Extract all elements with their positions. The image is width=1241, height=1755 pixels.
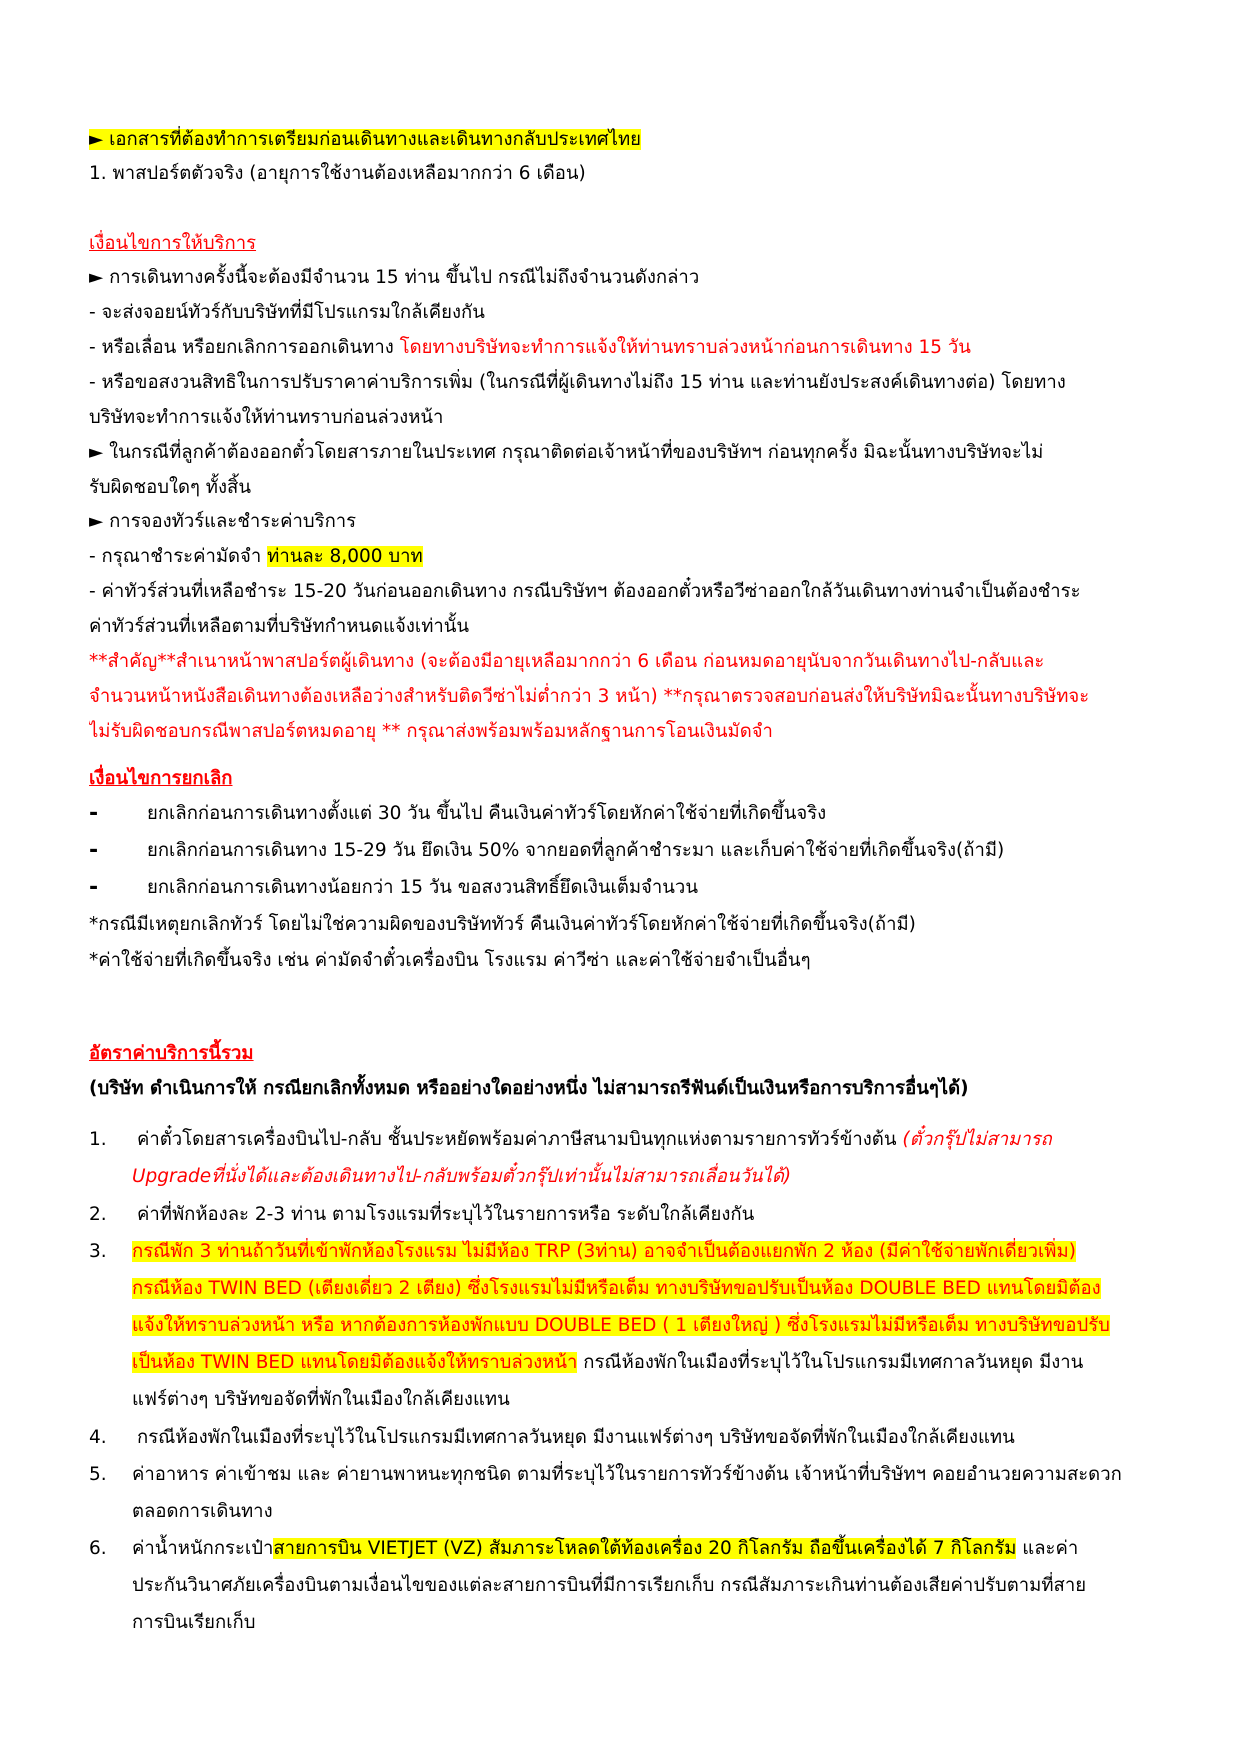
service-line-3-red: โดยทางบริษัทจะทำการแจ้งให้ท่านทราบล่วงหน้าก่อนการเดินทาง 15 วัน: [399, 337, 971, 358]
included-num-5: 5.: [89, 1464, 107, 1485]
included-item-3-l3: [132, 1307, 1174, 1344]
service-conditions-title-line: [89, 225, 1174, 262]
included-num-1: 1.: [89, 1129, 107, 1150]
deposit-text: - กรุณาชำระค่ามัดจำ: [89, 546, 268, 567]
service-line-10: - ค่าทัวร์ส่วนที่เหลือชำระ 15-20 วันก่อนออกเดินทาง กรณีบริษัทฯ ต้องออกตั๋วหรือวีซ่าออกใกล้วันเดินทางท่านจำเป็นต้องชำระ: [89, 581, 1081, 602]
docs-heading-line: [89, 121, 1174, 158]
included-item-3-l1: [132, 1233, 1174, 1270]
baggage-allowance: สายการบิน VIETJET (VZ) สัมภาระโหลดใต้ท้องเครื่อง 20 กิโลกรัม ถือขึ้นเครื่องได้ 7 กิโลกรัม: [273, 1538, 1017, 1559]
service-conditions-title: เงื่อนไขการให้บริการ: [89, 233, 257, 254]
included-item-6: [132, 1530, 1174, 1567]
included-item-1-cont: Upgradeที่นั่งได้และต้องเดินทางไป-กลับพร้อมตั๋วกรุ๊ปเท่านั้นไม่สามารถเลื่อนวันได้): [132, 1166, 792, 1187]
cancellation-title: เงื่อนไขการยกเลิก: [89, 768, 233, 789]
included-num-3: 3.: [89, 1241, 107, 1262]
service-line-3-text: - หรือเลื่อน หรือยกเลิกการออกเดินทาง: [89, 337, 400, 358]
included-num-4: 4.: [89, 1427, 107, 1448]
cancel-item-3: ยกเลิกก่อนการเดินทางน้อยกว่า 15 วัน ขอสงวนสิทธิ์ยึดเงินเต็มจำนวน: [147, 877, 698, 898]
included-item-3-l5: แฟร์ต่างๆ บริษัทขอจัดที่พักในเมืองใกล้เคียงแทน: [132, 1389, 510, 1410]
important-line-1: **สำคัญ**สำเนาหน้าพาสปอร์ตผู้เดินทาง (จะต้องมีอายุเหลือมากกว่า 6 เดือน ก่อนหมดอายุนับจากวันเดินทางไป-กลับและ: [89, 651, 1045, 672]
included-item-1-note: (ตั๋วกรุ๊ปไม่สามารถ: [902, 1129, 1052, 1150]
important-line-2: จำนวนหน้าหนังสือเดินทางต้องเหลือว่างสำหรับติดวีซ่าไม่ต่ำกว่า 3 หน้า) **กรุณาตรวจสอบก่อนส่งให้บริษัทมิฉะนั้นทางบริษัทจะ: [89, 686, 1090, 707]
included-num-2: 2.: [89, 1204, 107, 1225]
service-line-7: รับผิดชอบใดๆ ทั้งสิ้น: [89, 477, 251, 498]
important-line-3: ไม่รับผิดชอบกรณีพาสปอร์ตหมดอายุ ** กรุณาส่งพร้อมพร้อมหลักฐานการโอนเงินมัดจำ: [89, 721, 773, 742]
service-line-2: - จะส่งจอยน์ทัวร์กับบริษัทที่มีโปรแกรมใกล้เคียงกัน: [89, 302, 485, 323]
service-line-4: - หรือขอสงวนสิทธิในการปรับราคาค่าบริการเพิ่ม (ในกรณีที่ผู้เดินทางไม่ถึง 15 ท่าน และท่านยังประสงค์เดินทางต่อ) โดยทาง: [89, 372, 1066, 393]
included-item-6-cont-2: การบินเรียกเก็บ: [132, 1612, 256, 1633]
room-note-2: กรณีห้อง TWIN BED (เตียงเดี่ยว 2 เตียง) ซึ่งโรงแรมไม่มีหรือเต็ม ทางบริษัทขอปรับเป็นห้อง DOUBLE BED แทนโดยมิต้อง: [132, 1278, 1101, 1299]
room-note-3: แจ้งให้ทราบล่วงหน้า หรือ หากต้องการห้องพักแบบ DOUBLE BED ( 1 เตียงใหญ่ ) ซึ่งโรงแรมไม่มีหรือเต็ม ทางบริษัทขอปรับ: [132, 1315, 1110, 1336]
cancel-note-1: *กรณีมีเหตุยกเลิกทัวร์ โดยไม่ใช่ความผิดของบริษัททัวร์ คืนเงินค่าทัวร์โดยหักค่าใช้จ่ายที่เกิดขึ้นจริง(ถ้ามี): [89, 914, 916, 935]
room-note-4: เป็นห้อง TWIN BED แทนโดยมิต้องแจ้งให้ทราบล่วงหน้า: [132, 1352, 578, 1373]
included-item-5: ค่าอาหาร ค่าเข้าชม และ ค่ายานพาหนะทุกชนิด ตามที่ระบุไว้ในรายการทัวร์ข้างต้น เจ้าหน้าที่บริษัทฯ คอยอำนวยความสะดวก: [132, 1464, 1122, 1485]
included-subtitle: (บริษัท ดำเนินการให้ กรณียกเลิกทั้งหมด หรืออย่างใดอย่างหนึ่ง ไม่สามารถรีฟันด์เป็นเงินหรือการบริการอื่นๆได้): [89, 1078, 969, 1099]
included-item-3-l2: [132, 1270, 1174, 1307]
docs-heading: ► เอกสารที่ต้องทำการเตรียมก่อนเดินทางและเดินทางกลับประเทศไทย: [89, 129, 641, 150]
deposit-amount: ท่านละ 8,000 บาท: [267, 546, 423, 567]
service-line-9: [89, 538, 1174, 575]
cancel-dash-2: -: [89, 838, 99, 863]
service-line-6: ► ในกรณีที่ลูกค้าต้องออกตั๋วโดยสารภายในประเทศ กรุณาติดต่อเจ้าหน้าที่ของบริษัทฯ ก่อนทุกครั้ง มิฉะนั้นทางบริษัทจะไม่: [89, 442, 1044, 463]
service-line-3: [89, 329, 1174, 366]
baggage-tail: และค่า: [1016, 1538, 1079, 1559]
included-item-5-cont: ตลอดการเดินทาง: [132, 1501, 273, 1522]
service-line-5: บริษัทจะทำการแจ้งให้ท่านทราบก่อนล่วงหน้า: [89, 407, 444, 428]
cancel-item-2: ยกเลิกก่อนการเดินทาง 15-29 วัน ยึดเงิน 50% จากยอดที่ลูกค้าชำระมา และเก็บค่าใช้จ่ายที่เกิดขึ้นจริง(ถ้ามี): [147, 840, 1005, 861]
cancel-dash-1: -: [89, 801, 99, 826]
included-item-4: กรณีห้องพักในเมืองที่ระบุไว้ในโปรแกรมมีเทศกาลวันหยุด มีงานแฟร์ต่างๆ บริษัทขอจัดที่พักในเมืองใกล้เคียงแทน: [137, 1427, 1015, 1448]
room-note-1: กรณีพัก 3 ท่านถ้าวันที่เข้าพักห้องโรงแรม ไม่มีห้อง TRP (3ท่าน) อาจจำเป็นต้องแยกพัก 2 ห้อง (มีค่าใช้จ่ายพักเดี่ยวเพิ่ม): [132, 1241, 1076, 1262]
included-item-2: ค่าที่พักห้องละ 2-3 ท่าน ตามโรงแรมที่ระบุไว้ในรายการหรือ ระดับใกล้เคียงกัน: [137, 1204, 755, 1225]
cancel-note-2: *ค่าใช้จ่ายที่เกิดขึ้นจริง เช่น ค่ามัดจำตั๋วเครื่องบิน โรงแรม ค่าวีซ่า และค่าใช้จ่ายจำเป็นอื่นๆ: [89, 950, 811, 971]
included-num-6: 6.: [89, 1538, 107, 1559]
included-item-1-text: ค่าตั๋วโดยสารเครื่องบินไป-กลับ ชั้นประหยัดพร้อมค่าภาษีสนามบินทุกแห่งตามรายการทัวร์ข้างต้น: [137, 1129, 903, 1150]
included-item-1: [137, 1121, 1174, 1158]
included-title: อัตราค่าบริการนี้รวม: [89, 1043, 254, 1064]
baggage-label: ค่าน้ำหนักกระเป๋า: [132, 1538, 274, 1559]
included-item-3-l4: [132, 1344, 1174, 1381]
cancel-item-1: ยกเลิกก่อนการเดินทางตั้งแต่ 30 วัน ขึ้นไป คืนเงินค่าทัวร์โดยหักค่าใช้จ่ายที่เกิดขึ้นจริง: [147, 803, 827, 824]
service-line-1: ► การเดินทางครั้งนี้จะต้องมีจำนวน 15 ท่าน ขึ้นไป กรณีไม่ถึงจำนวนดังกล่าว: [89, 267, 700, 288]
room-note-4-text: กรณีห้องพักในเมืองที่ระบุไว้ในโปรแกรมมีเทศกาลวันหยุด มีงาน: [577, 1352, 1084, 1373]
cancel-dash-3: -: [89, 875, 99, 900]
included-item-6-cont-1: ประกันวินาศภัยเครื่องบินตามเงื่อนไขของแต่ละสายการบินที่มีการเรียกเก็บ กรณีสัมภาระเกินท่านต้องเสียค่าปรับตามที่สาย: [132, 1575, 1087, 1596]
docs-item-1: 1. พาสปอร์ตตัวจริง (อายุการใช้งานต้องเหลือมากกว่า 6 เดือน): [89, 163, 586, 184]
service-line-8: ► การจองทัวร์และชำระค่าบริการ: [89, 511, 357, 532]
service-line-11: ค่าทัวร์ส่วนที่เหลือตามที่บริษัทกำหนดแจ้งเท่านั้น: [89, 616, 470, 637]
cancellation-title-line: [89, 760, 1174, 797]
included-title-line: [89, 1035, 1174, 1072]
